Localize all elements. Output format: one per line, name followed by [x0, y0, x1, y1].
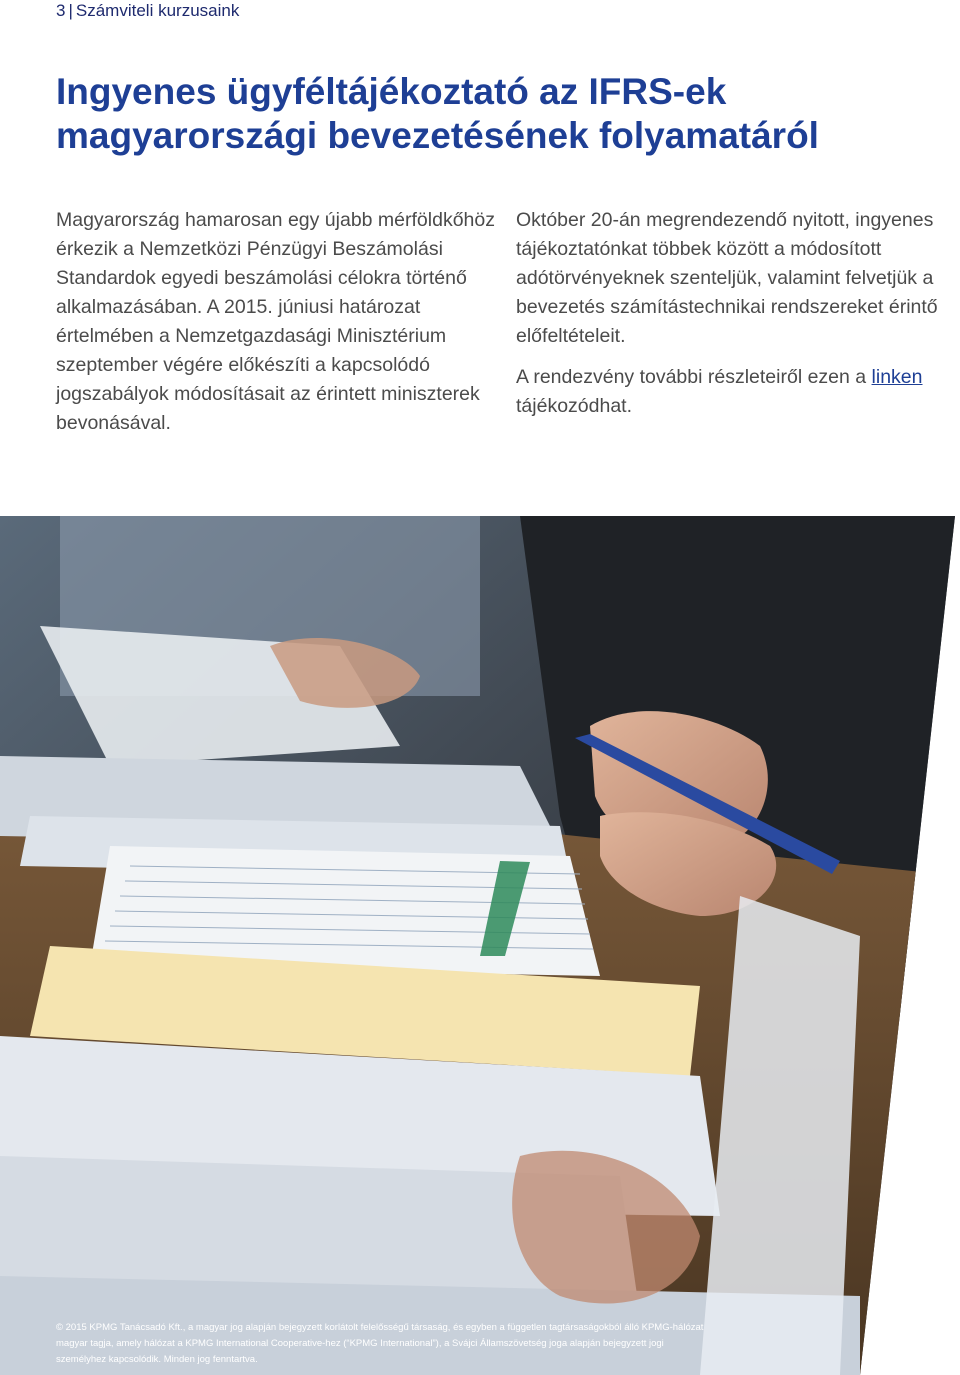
page-title: Ingyenes ügyféltájékoztató az IFRS-ek magyarországi bevezetésének folyamatáról [56, 71, 819, 156]
right-column [516, 206, 946, 433]
details-link[interactable]: linken [871, 366, 923, 388]
intro-paragraph: Magyarország hamarosan egy újabb mérföldkőhöz érkezik a Nemzetközi Pénzügyi Beszámolási Standardok egyedi beszámolási célokra történő alkalmazásában. A 2015. júniusi határozat értelmében a Nemzetgazdasági Minisztérium szeptember végére előkészíti a kapcsolódó jogszabályok módosításait az érintett miniszterek bevonásával. [56, 209, 495, 434]
page-header [56, 0, 239, 24]
details-text-after: tájékozódhat. [516, 395, 633, 417]
copyright-notice: © 2015 KPMG Tanácsadó Kft., a magyar jog alapján bejegyzett korlátolt felelősségű társaság, és egyben a független tagtársaságokból álló KPMG-hálózat magyar tagja, amely hálózat a KPMG International Cooperative-hez (“KPMG International”), a Svájci Államszövetség joga alapján bejegyzett jogi személyhez kapcsolódik. Minden jog fenntartva. [56, 1322, 704, 1365]
details-paragraph [516, 363, 946, 421]
page-number: 3 [56, 1, 66, 20]
meeting-photo-illustration [0, 516, 960, 1375]
meeting-photo [0, 516, 960, 1375]
header-separator: | [68, 1, 73, 20]
left-column [56, 206, 496, 450]
details-text-before: A rendezvény további részleteiről ezen a [516, 366, 872, 388]
section-name: Számviteli kurzusaink [75, 1, 240, 20]
event-paragraph: Október 20-án megrendezendő nyitott, ingyenes tájékoztatónkat többek között a módosított adótörvényeknek szenteljük, valamint felvetjük a bevezetés számítástechnikai rendszereket érintő előfeltételeit. [516, 209, 938, 347]
